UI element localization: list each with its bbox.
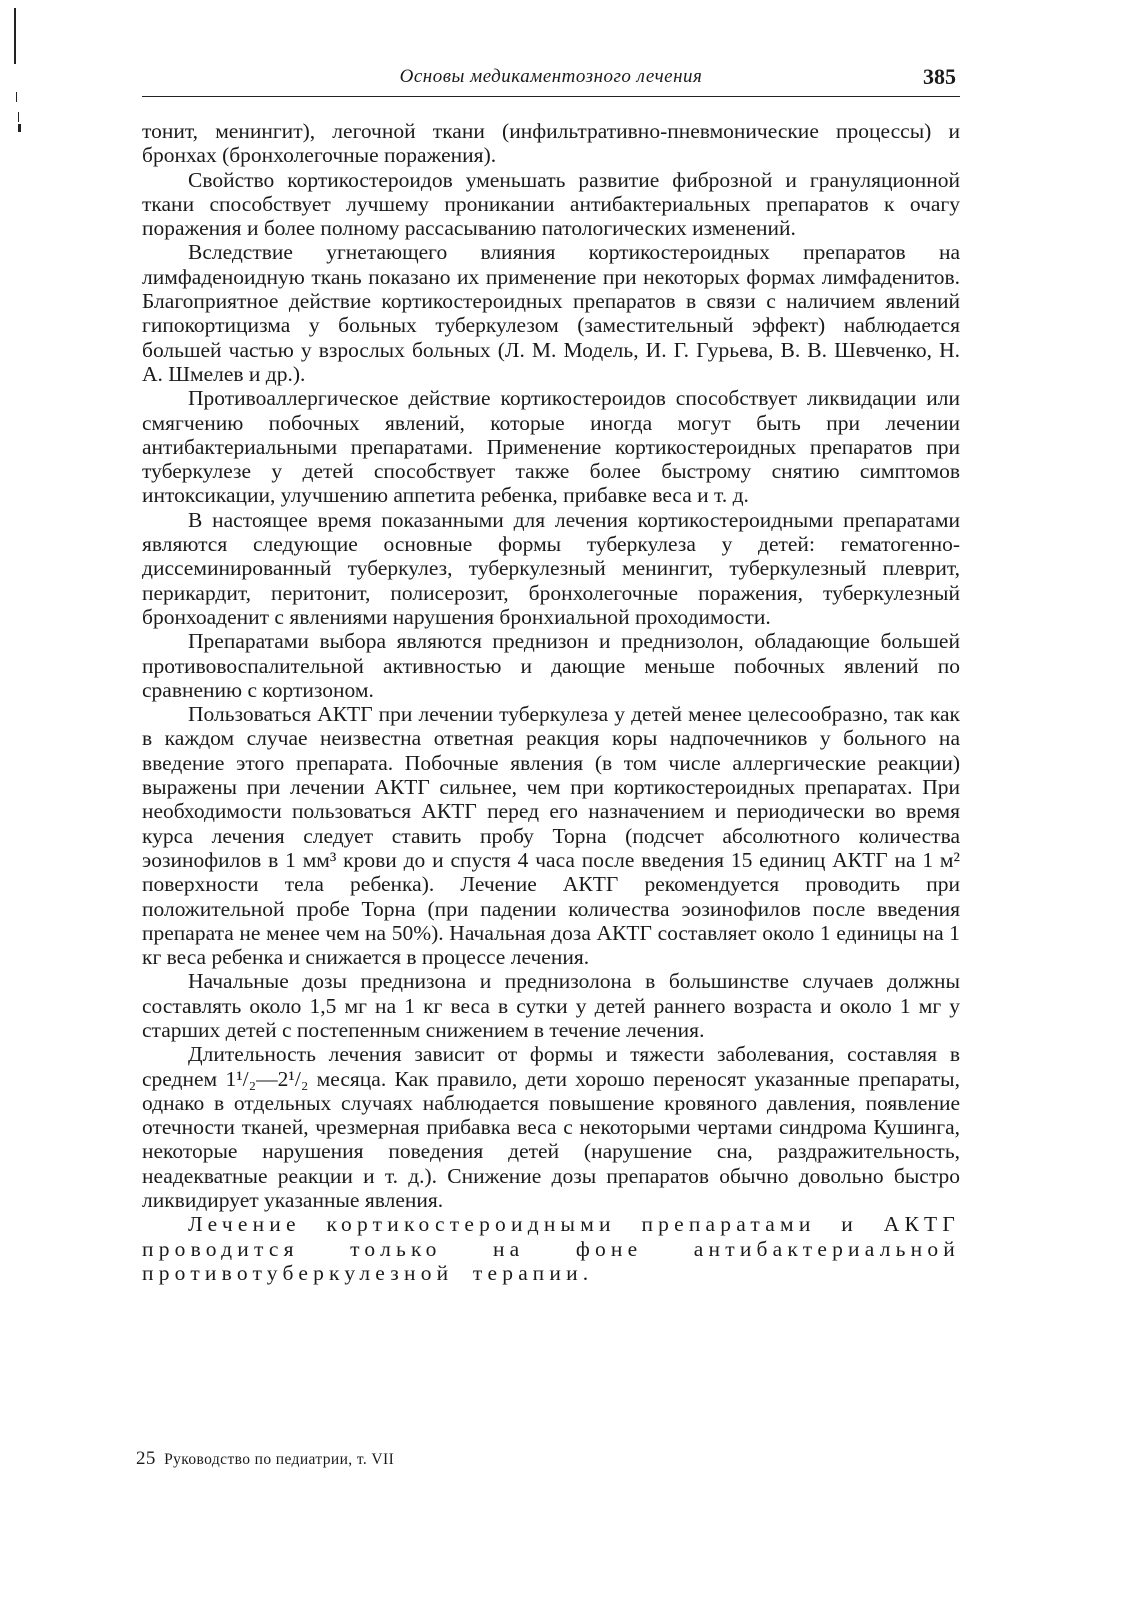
paragraph: тонит, менингит), легочной ткани (инфильтративно-пневмонические процессы) и бронхах (бронхолегочные поражения). [142, 119, 960, 168]
paragraph: Длительность лечения зависит от формы и тяжести заболевания, составляя в среднем 1¹/₂—2¹/₂ месяца. Как правило, дети хорошо переносят указанные препараты, однако в отдельных случаях наблюдается повышение кровяного давления, появление отечности тканей, чрезмерная прибавка веса с некоторыми чертами синдрома Кушинга, некоторые нарушения поведения детей (нарушение сна, раздражительность, неадекватные реакции и т. д.). Снижение дозы препаратов обычно довольно быстро ликвидирует указанные явления. [142, 1042, 960, 1213]
footer-signature [136, 1448, 394, 1470]
paragraph: Начальные дозы преднизона и преднизолона в большинстве случаев должны составлять около 1,5 мг на 1 кг веса в сутки у детей раннего возраста и около 1 мг у старших детей с постепенным снижением в течение лечения. [142, 969, 960, 1042]
paragraph: Свойство кортикостероидов уменьшать развитие фиброзной и грануляционной ткани способствует лучшему проникании антибактериальных препаратов к очагу поражения и более полному рассасыванию патологических изменений. [142, 167, 960, 241]
header-title: Основы медикаментозного лечения [399, 66, 703, 87]
signature-number: 25 [136, 1448, 156, 1469]
running-header [142, 62, 960, 97]
page-number: 385 [923, 64, 956, 89]
scan-margin-marks [0, 0, 30, 140]
paragraph: Противоаллергическое действие кортикостероидов способствует ликвидации или смягчению побочных явлений, которые иногда могут быть при лечении антибактериальными препаратами. Применение кортикостероидных препаратов при туберкулезе у детей способствует также более быстрому снятию симптомов интоксикации, улучшению аппетита ребенка, прибавке веса и т. д. [142, 386, 960, 508]
paragraph-emphasized: Лечение кортикостероидными препаратами и АКТГ проводится только на фоне антибактериальной противотуберкулезной терапии. [142, 1212, 960, 1285]
paragraph: Пользоваться АКТГ при лечении туберкулеза у детей менее целесообразно, так как в каждом случае неизвестна ответная реакция коры надпочечников у больного на введение этого препарата. Побочные явления (в том числе аллергические реакции) выражены при лечении АКТГ сильнее, чем при кортикостероидных препаратах. При необходимости пользоваться АКТГ перед его назначением и периодически во время курса лечения следует ставить пробу Торна (подсчет абсолютного количества эозинофилов в 1 мм³ крови до и спустя 4 часа после введения 15 единиц АКТГ на 1 м² поверхности тела ребенка). Лечение АКТГ рекомендуется проводить при положительной пробе Торна (при падении количества эозинофилов после введения препарата не менее чем на 50%). Начальная доза АКТГ составляет около 1 единицы на 1 кг веса ребенка и снижается в процессе лечения. [142, 702, 960, 970]
paragraph: Вследствие угнетающего влияния кортикостероидных препаратов на лимфаденоидную ткань показано их применение при некоторых формах лимфаденитов. Благоприятное действие кортикостероидных препаратов в связи с наличием явлений гипокортицизма у больных туберкулезом (заместительный эффект) наблюдается большей частью у взрослых больных (Л. М. Модель, И. Г. Гурьева, В. В. Шевченко, Н. А. Шмелев и др.). [142, 240, 960, 386]
paragraph: Препаратами выбора являются преднизон и преднизолон, обладающие большей противовоспалительной активностью и дающие меньше побочных явлений по сравнению с кортизоном. [142, 629, 960, 702]
paragraph: В настоящее время показанными для лечения кортикостероидными препаратами являются следующие основные формы туберкулеза у детей: гематогенно-диссеминированный туберкулез, туберкулезный менингит, туберкулезный плеврит, перикардит, перитонит, полисерозит, бронхолегочные поражения, туберкулезный бронхоаденит с явлениями нарушения бронхиальной проходимости. [142, 507, 960, 629]
footer-text: Руководство по педиатрии, т. VII [164, 1451, 395, 1468]
body-text [142, 119, 960, 1285]
